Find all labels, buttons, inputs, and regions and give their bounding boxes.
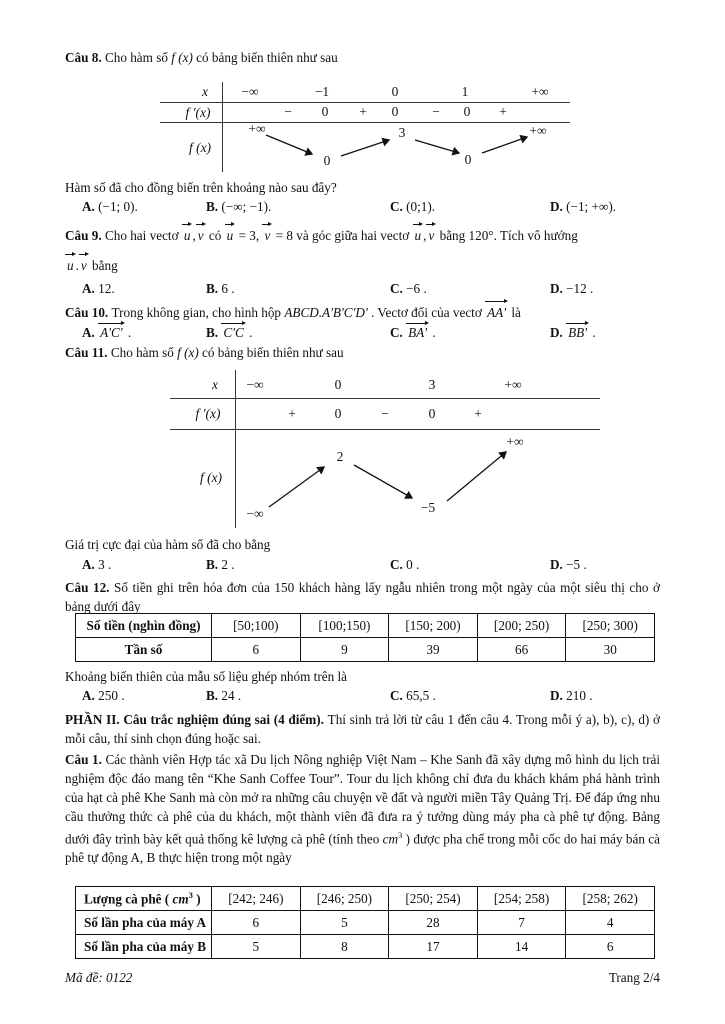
vt2-arrows xyxy=(170,370,600,528)
table-row xyxy=(76,614,655,638)
answer-option: A. (−1; 0). xyxy=(82,199,138,214)
table-cell: 6 xyxy=(212,911,301,935)
answer-option: C. 0 . xyxy=(390,557,420,572)
vt2-fp-label: f ′(x) xyxy=(195,406,221,421)
table-cell: [246; 250) xyxy=(300,887,389,911)
frequency-table-q12 xyxy=(75,613,655,662)
vt1-sign: − xyxy=(432,104,440,119)
question-8-answers xyxy=(65,199,660,219)
table-row xyxy=(76,911,655,935)
answer-option: B. 6 . xyxy=(206,281,235,296)
vt2-x-value: 0 xyxy=(334,377,342,392)
vt1-f-value: +∞ xyxy=(529,123,547,138)
answer-option: C. (0;1). xyxy=(390,199,436,214)
answer-option: D. (−1; +∞). xyxy=(550,199,617,214)
vt1-x-value: 0 xyxy=(391,84,399,99)
table-header-cell: Lượng cà phê ( $cm^3$ ) xyxy=(76,887,212,911)
table-cell: [250; 254) xyxy=(389,887,478,911)
table-cell: [50;100) xyxy=(212,614,301,638)
table-row xyxy=(76,638,655,662)
vt2-x-value: +∞ xyxy=(504,377,522,392)
table-header-cell: Số tiền (nghìn đồng) xyxy=(76,614,212,638)
answer-option: A. 250 . xyxy=(82,688,125,703)
page-number: Trang 2/4 xyxy=(608,970,660,985)
vt2-sign: 0 xyxy=(334,406,342,421)
variation-table-q8 xyxy=(160,82,570,172)
vt1-f-label: f (x) xyxy=(188,140,212,155)
vt1-x-value: −1 xyxy=(314,84,330,99)
vt2-f-value: −∞ xyxy=(246,506,264,521)
vt2-sign: − xyxy=(381,406,389,421)
table-cell: [242; 246) xyxy=(212,887,301,911)
table-cell: 6 xyxy=(566,935,655,959)
vt2-sign: + xyxy=(288,406,296,421)
part2-header: PHẦN II. Câu trắc nghiệm đúng sai (4 điểm). Thí sinh trả lời từ câu 1 đến câu 4. Trong mỗi ý a), b), c), d) ở mỗi câu, thí sinh chọn đúng hoặc sai. xyxy=(65,712,661,746)
vt1-fp-label: f ′(x) xyxy=(185,105,211,120)
variation-table-q11 xyxy=(170,370,600,528)
vt2-x-value: 3 xyxy=(428,377,436,392)
question-8-intro: Câu 8. Cho hàm số f (x) có bảng biến thiên như sau xyxy=(65,50,338,65)
vt1-arrows xyxy=(160,82,570,172)
answer-option: C. BA' . xyxy=(390,325,436,340)
vt1-sign: + xyxy=(359,104,367,119)
vt2-sign: + xyxy=(474,406,482,421)
vt2-f-value: 2 xyxy=(336,449,344,464)
part2-question-1-text: Câu 1. Các thành viên Hợp tác xã Du lịch Nông nghiệp Việt Nam – Khe Sanh đã xây dựng mô hình du lịch trải nghiệm độc đáo mang tên “Khe Sanh Coffee Tour”. Tour du lịch không chỉ đưa du khách khám phá hành trình của hạt cà phê Khe Sanh mà còn mở ra những câu chuyện về đất và người miền Tây Quảng Trị. Để đáp ứng nhu cầu thưởng thức cà phê của du khách, một thành viên đã đưa ra ý tưởng dùng máy pha cà phê tự động. Bảng dưới đây trình bày kết quả thống kê lượng cà phê (tính theo $cm^3$ ) được pha chế trong mỗi cốc do hai máy bán cà phê tự động A, B thực hiện trong một ngày xyxy=(65,752,661,866)
answer-option: A. 12. xyxy=(82,281,115,296)
vt1-sign: − xyxy=(284,104,292,119)
vt1-sign: + xyxy=(499,104,507,119)
table-cell: 28 xyxy=(389,911,478,935)
vt1-sign: 0 xyxy=(321,104,329,119)
answer-option: C. 65,5 . xyxy=(390,688,436,703)
table-cell: [258; 262) xyxy=(566,887,655,911)
vt2-f-label: f (x) xyxy=(199,470,223,485)
question-12-answers xyxy=(65,688,660,708)
answer-option: A. A'C' . xyxy=(82,325,132,340)
question-9-answers xyxy=(65,281,660,301)
question-11-answers xyxy=(65,557,660,577)
answer-option: D. −12 . xyxy=(550,281,594,296)
table-cell: [254; 258) xyxy=(477,887,566,911)
vt2-x-label: x xyxy=(212,377,218,392)
answer-option: C. −6 . xyxy=(390,281,427,296)
question-9-intro-line2: u . v bằng xyxy=(67,258,118,273)
table-row xyxy=(76,887,655,911)
table-cell: [200; 250) xyxy=(477,614,566,638)
vt1-x-value: 1 xyxy=(461,84,469,99)
table-cell: [150; 200) xyxy=(389,614,478,638)
vt1-f-value: 0 xyxy=(464,152,472,167)
table-header-cell: Số lần pha của máy B xyxy=(76,935,212,959)
table-cell: 5 xyxy=(212,935,301,959)
vt1-x-value: +∞ xyxy=(531,84,549,99)
table-header-cell: Tần số xyxy=(76,638,212,662)
question-12-text: Khoảng biến thiên của mẫu số liệu ghép nhóm trên là xyxy=(65,669,347,684)
answer-option: D. 210 . xyxy=(550,688,593,703)
question-10-intro: Câu 10. Trong không gian, cho hình hộp ABCD.A'B'C'D' . Vectơ đối của vectơ AA' là xyxy=(65,305,521,320)
answer-option: D. BB' . xyxy=(550,325,596,340)
coffee-table-q1 xyxy=(75,886,655,959)
table-cell: 39 xyxy=(389,638,478,662)
vt2-x-value: −∞ xyxy=(246,377,264,392)
answer-option: B. 24 . xyxy=(206,688,242,703)
table-cell: [100;150) xyxy=(300,614,389,638)
table-cell: 8 xyxy=(300,935,389,959)
table-cell: 4 xyxy=(566,911,655,935)
table-cell: 9 xyxy=(300,638,389,662)
table-header-cell: Số lần pha của máy A xyxy=(76,911,212,935)
answer-option: B. C'C . xyxy=(206,325,253,340)
vt2-sign: 0 xyxy=(428,406,436,421)
vt1-f-value: 0 xyxy=(323,153,331,168)
exam-code: Mã đề: 0122 xyxy=(65,970,133,985)
vt1-f-value: +∞ xyxy=(248,121,266,136)
vt1-f-value: 3 xyxy=(398,125,406,140)
table-cell: 7 xyxy=(477,911,566,935)
question-10-answers xyxy=(65,323,660,343)
vt2-f-value: +∞ xyxy=(506,434,524,449)
answer-option: D. −5 . xyxy=(550,557,587,572)
table-cell: 66 xyxy=(477,638,566,662)
table-cell: [250; 300) xyxy=(566,614,655,638)
table-cell: 5 xyxy=(300,911,389,935)
table-cell: 14 xyxy=(477,935,566,959)
vt1-x-value: −∞ xyxy=(241,84,259,99)
question-9-intro: Câu 9. Cho hai vectơ u , v có u = 3, v = 8 và góc giữa hai vectơ u , v bằng 120°. Tích vô hướng xyxy=(65,228,578,243)
table-row xyxy=(76,935,655,959)
question-11-text: Giá trị cực đại của hàm số đã cho bằng xyxy=(65,537,271,552)
vt2-f-value: −5 xyxy=(420,500,436,515)
vt1-sign: 0 xyxy=(463,104,471,119)
question-8-text: Hàm số đã cho đồng biến trên khoảng nào sau đây? xyxy=(65,180,337,195)
answer-option: B. 2 . xyxy=(206,557,235,572)
answer-option: A. 3 . xyxy=(82,557,112,572)
answer-option: B. (−∞; −1). xyxy=(206,199,272,214)
vt1-sign: 0 xyxy=(391,104,399,119)
question-11-intro: Câu 11. Cho hàm số f (x) có bảng biến thiên như sau xyxy=(65,345,344,360)
table-cell: 17 xyxy=(389,935,478,959)
table-cell: 6 xyxy=(212,638,301,662)
question-12-intro: Câu 12. Số tiền ghi trên hóa đơn của 150 khách hàng lấy ngẫu nhiên trong một ngày của một siêu thị cho ở bảng dưới đây xyxy=(65,580,660,614)
vt1-x-label: x xyxy=(202,84,208,99)
table-cell: 30 xyxy=(566,638,655,662)
